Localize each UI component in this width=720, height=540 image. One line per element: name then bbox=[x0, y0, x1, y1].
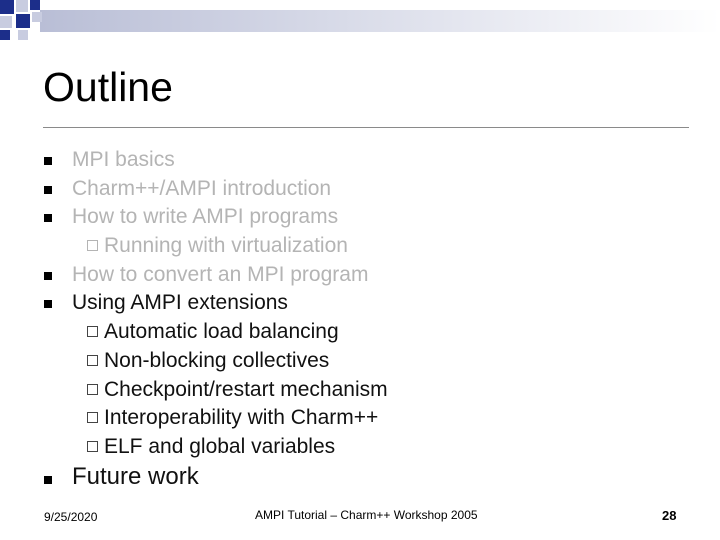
list-item bbox=[72, 263, 368, 287]
list-item-label: Future work bbox=[72, 463, 199, 490]
slide-title: Outline bbox=[43, 64, 173, 110]
list-item-label: Using AMPI extensions bbox=[72, 291, 288, 314]
header-decoration bbox=[0, 0, 720, 45]
footer-title: AMPI Tutorial – Charm++ Workshop 2005 bbox=[255, 508, 478, 522]
title-divider bbox=[43, 127, 689, 128]
checkbox-bullet-icon bbox=[87, 384, 98, 395]
list-item bbox=[72, 177, 331, 201]
footer-date: 9/25/2020 bbox=[44, 510, 98, 524]
page-number: 28 bbox=[662, 508, 677, 523]
sub-list-item-label: Checkpoint/restart mechanism bbox=[104, 378, 388, 401]
list-item bbox=[72, 205, 338, 229]
sub-list-item-label: Automatic load balancing bbox=[104, 320, 339, 343]
sub-list-item-label: ELF and global variables bbox=[104, 435, 336, 458]
list-item-label: How to write AMPI programs bbox=[72, 205, 339, 228]
sub-list-item-label: Non-blocking collectives bbox=[104, 349, 330, 372]
sub-list-item bbox=[87, 320, 339, 344]
checkbox-bullet-icon bbox=[87, 355, 98, 366]
checkbox-bullet-icon bbox=[87, 240, 98, 251]
list-item bbox=[72, 465, 199, 489]
list-item bbox=[72, 148, 175, 172]
checkbox-bullet-icon bbox=[87, 326, 98, 337]
square-bullet-icon bbox=[44, 157, 52, 165]
list-item-label: MPI basics bbox=[72, 148, 175, 171]
sub-list-item-label: Running with virtualization bbox=[104, 234, 348, 257]
sub-list-item-label: Interoperability with Charm++ bbox=[104, 406, 379, 429]
list-item-label: How to convert an MPI program bbox=[72, 263, 369, 286]
square-bullet-icon bbox=[44, 214, 52, 222]
sub-list-item bbox=[87, 406, 378, 430]
sub-list-item bbox=[87, 435, 335, 459]
checkbox-bullet-icon bbox=[87, 441, 98, 452]
sub-list-item bbox=[87, 378, 388, 402]
list-item bbox=[72, 291, 288, 315]
sub-list-item bbox=[87, 349, 329, 373]
sub-list-item bbox=[87, 234, 348, 258]
list-item-label: Charm++/AMPI introduction bbox=[72, 177, 332, 200]
square-bullet-icon bbox=[44, 186, 52, 194]
square-bullet-icon bbox=[44, 272, 52, 280]
square-bullet-icon bbox=[44, 476, 52, 484]
checkbox-bullet-icon bbox=[87, 412, 98, 423]
square-bullet-icon bbox=[44, 300, 52, 308]
